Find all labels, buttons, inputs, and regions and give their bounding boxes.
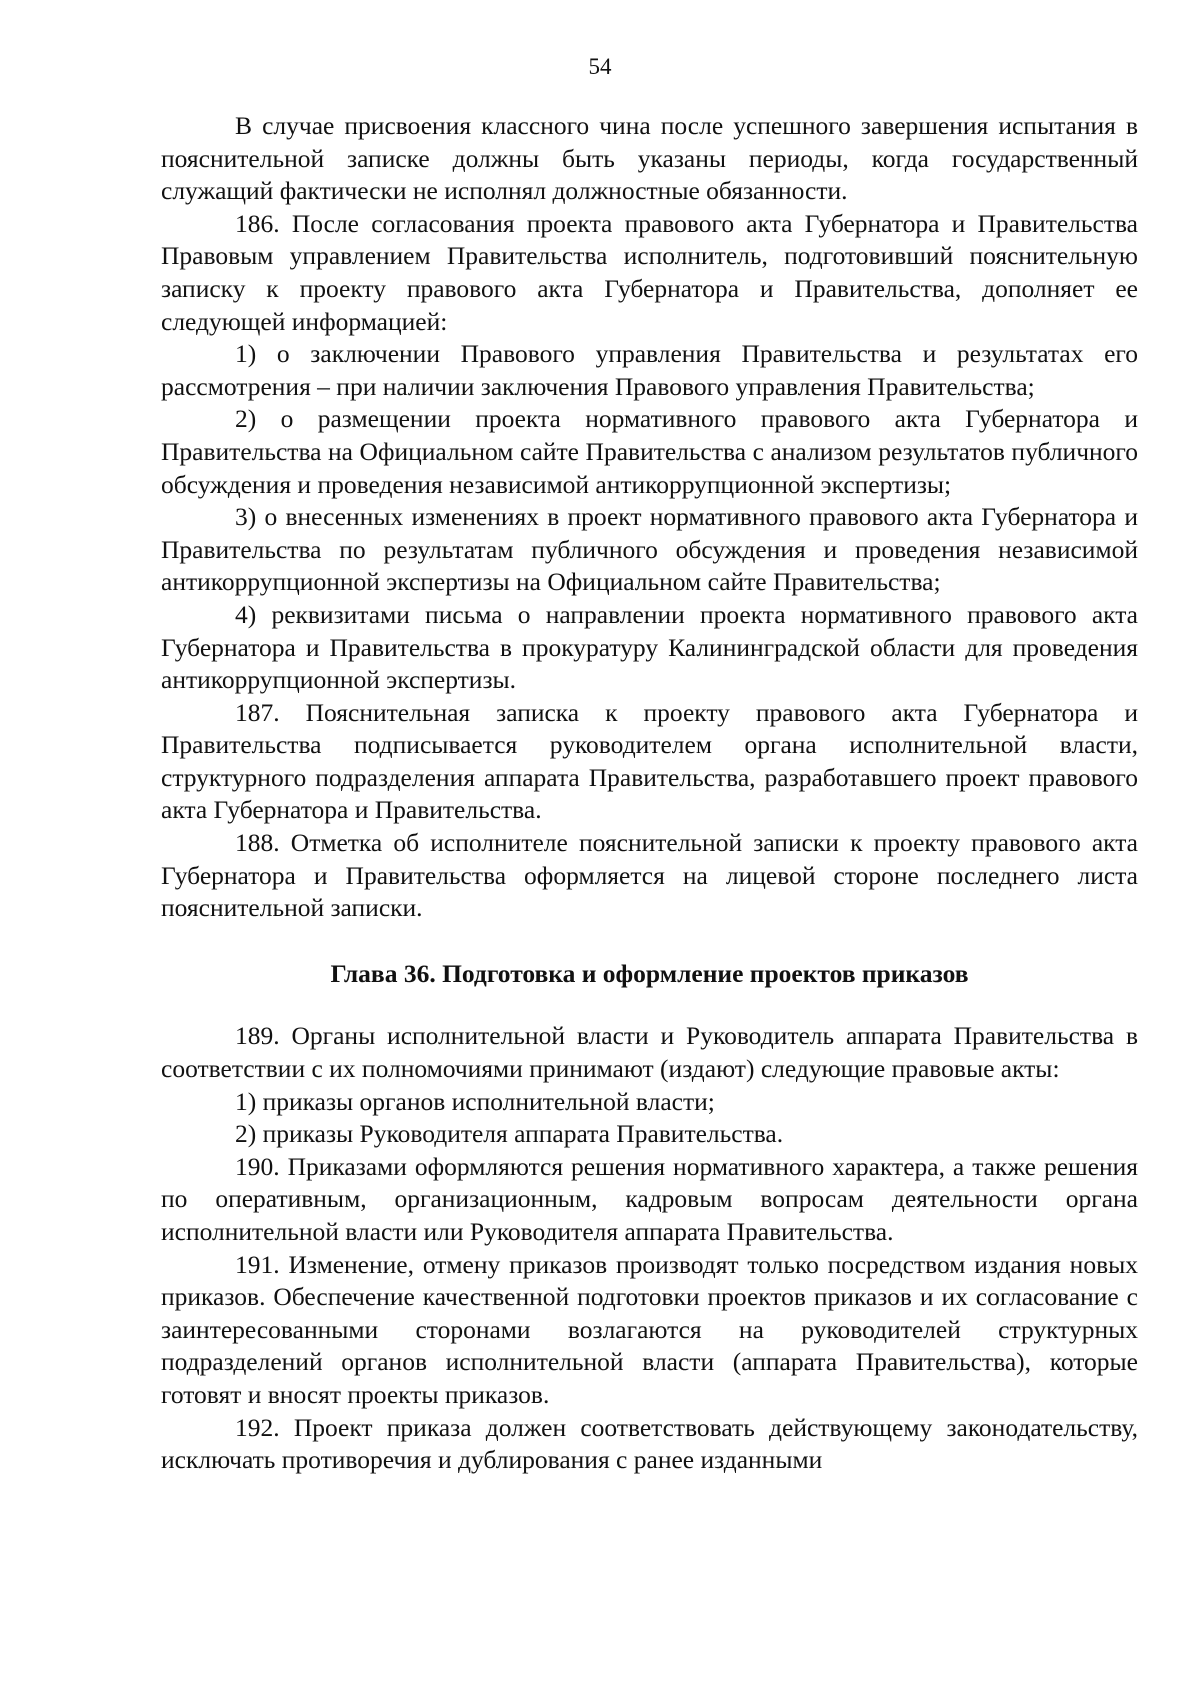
paragraph-classified-rank: В случае присвоения классного чина после успешного завершения испытания в пояснительной записке должны быть указаны периоды, когда государственный служащий фактически не исполнял должностные обязанности. [161, 111, 1138, 206]
chapter-title: Глава 36. Подготовка и оформление проектов приказов [330, 958, 969, 988]
document-body [161, 110, 1138, 1477]
paragraph-192: 192. Проект приказа должен соответствовать действующему законодательству, исключать противоречия и дублирования с ранее изданными [161, 1412, 1138, 1475]
page-number: 54 [588, 54, 612, 79]
list-item-186-1: 1) о заключении Правового управления Правительства и результатах его рассмотрения – при наличии заключения Правового управления Правительства; [161, 339, 1138, 401]
list-item-189-1: 1) приказы органов исполнительной власти; [235, 1086, 715, 1116]
paragraph-191: 191. Изменение, отмену приказов производят только посредством издания новых приказов. Обеспечение качественной подготовки проектов приказов и их согласование с заинтересованными сторонами возлагаются на руководителей структурных подразделений органов исполнительной власти (аппарата Правительства), которые готовят и вносят проекты приказов. [161, 1249, 1138, 1409]
paragraph-189: 189. Органы исполнительной власти и Руководитель аппарата Правительства в соответствии с их полномочиями принимают (издают) следующие правовые акты: [161, 1021, 1138, 1084]
paragraph-186: 186. После согласования проекта правового акта Губернатора и Правительства Правовым управлением Правительства исполнитель, подготовивший пояснительную записку к проекту правового акта Губернатора и Правительства, дополняет ее следующей информацией: [161, 208, 1138, 336]
list-item-186-4: 4) реквизитами письма о направлении проекта нормативного правового акта Губернатора и Правительства в прокуратуру Калининградской области для проведения антикоррупционной экспертизы. [161, 599, 1138, 695]
paragraph-190: 190. Приказами оформляются решения нормативного характера, а также решения по оперативным, организационным, кадровым вопросам деятельности органа исполнительной власти или Руководителя аппарата Правительства. [161, 1151, 1138, 1246]
paragraph-187: 187. Пояснительная записка к проекту правового акта Губернатора и Правительства подписывается руководителем органа исполнительной власти, структурного подразделения аппарата Правительства, разработавшего проект правового акта Губернатора и Правительства. [161, 697, 1138, 825]
list-item-189-2: 2) приказы Руководителя аппарата Правительства. [235, 1119, 784, 1149]
paragraph-188: 188. Отметка об исполнителе пояснительной записки к проекту правового акта Губернатора и Правительства оформляется на лицевой стороне последнего листа пояснительной записки. [161, 828, 1138, 923]
list-item-186-2: 2) о размещении проекта нормативного правового акта Губернатора и Правительства на Официальном сайте Правительства с анализом результатов публичного обсуждения и проведения независимой антикоррупционной экспертизы; [161, 404, 1138, 499]
list-item-186-3: 3) о внесенных изменениях в проект нормативного правового акта Губернатора и Правительства по результатам публичного обсуждения и проведения независимой антикоррупционной экспертизы на Официальном сайте Правительства; [161, 502, 1138, 597]
